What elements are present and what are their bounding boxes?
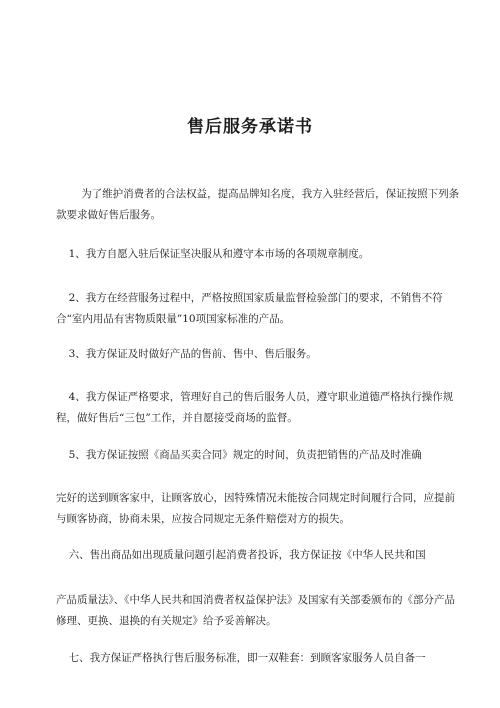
paragraph-item-5: 5、我方保证按照《商品买卖合同》规定的时间，负责把销售的产品及时准确 xyxy=(68,449,422,461)
paragraph-item-2: 2、我方在经营服务过程中，严格按照国家质量监督检验部门的要求，不销售不符合“室内用品有害物质限量”10项国家标准的产品。 xyxy=(56,292,443,325)
paragraph-item-5-continued: 完好的送到顾客家中，让顾客放心，因特殊情况未能按合同规定时间履行合同，应提前与顾客协商，协商未果，应按合同规定无条件赔偿对方的损失。 xyxy=(56,492,455,525)
paragraph-item-3: 3、我方保证及时做好产品的售前、售中、售后服务。 xyxy=(68,348,317,360)
document-title: 售后服务承诺书 xyxy=(187,117,313,137)
paragraph-item-6: 六、售出商品如出现质量问题引起消费者投诉，我方保证按《中华人民共和国 xyxy=(68,549,426,561)
paragraph-item-7: 七、我方保证严格执行售后服务标准，即一双鞋套：到顾客家服务人员自备一 xyxy=(68,652,426,664)
paragraph-intro: 为了维护消费者的合法权益，提高品牌知名度，我方入驻经营后，保证按照下列条款要求做好售后服务。 xyxy=(56,188,460,221)
paragraph-item-1: 1、我方自愿入驻后保证坚决服从和遵守本市场的各项规章制度。 xyxy=(68,248,370,260)
paragraph-item-6-continued: 产品质量法》、《中华人民共和国消费者权益保护法》及国家有关部委颁布的《部分产品修理、更换、退换的有关规定》给予妥善解决。 xyxy=(56,594,455,627)
paragraph-item-4: 4、我方保证严格要求，管理好自己的售后服务人员，遵守职业道德严格执行操作规程，做好售后“三包”工作，并自愿接受商场的监督。 xyxy=(56,391,454,424)
